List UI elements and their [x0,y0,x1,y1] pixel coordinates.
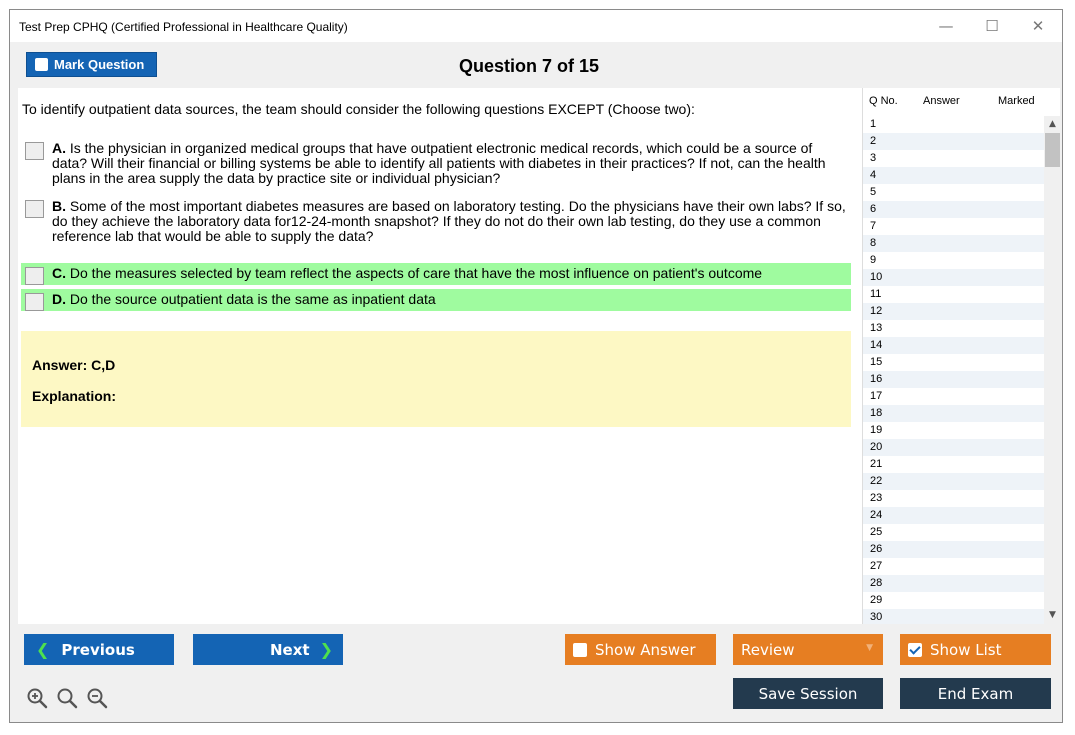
close-button[interactable]: ✕ [1031,17,1045,35]
question-list-panel [862,88,1060,624]
question-list-row[interactable]: 20 [863,439,1044,456]
question-list-row[interactable]: 12 [863,303,1044,320]
maximize-button[interactable]: ☐ [985,17,999,35]
question-list-row[interactable]: 28 [863,575,1044,592]
col-marked-header: Marked [998,95,1035,107]
question-list-row[interactable]: 15 [870,356,883,368]
next-button[interactable] [193,634,343,665]
scroll-up-icon[interactable]: ▲ [1049,119,1056,129]
show-answer-button[interactable] [565,634,716,665]
mark-checkbox-icon [35,58,48,71]
show-list-label: Show List [930,640,1002,659]
option-c[interactable] [21,263,851,285]
zoom-out-icon[interactable] [86,687,108,709]
question-list-row[interactable]: 8 [863,235,1044,252]
question-list-row[interactable]: 17 [870,390,883,402]
option-c-checkbox[interactable] [25,267,44,285]
question-list-row[interactable]: 10 [863,269,1044,286]
option-b-letter: B. [52,198,66,214]
option-d-text: Do the source outpatient data is the same as inpatient data [66,291,436,307]
review-label: Review [741,640,795,659]
review-dropdown[interactable] [733,634,883,665]
col-qno-header: Q No. [869,95,898,107]
zoom-in-icon[interactable] [26,687,48,709]
scrollbar-thumb[interactable] [1045,133,1060,167]
option-a-checkbox[interactable] [25,142,44,160]
chevron-right-icon: ❯ [319,640,333,659]
option-b-text: Some of the most important diabetes measures are based on laboratory testing. Do the physicians have their own labs? If so, do they achieve the laboratory data for12-24-month snapshot? If they do not do their own lab testing, do they use a common reference lab that would be able to supply the data? [52,198,846,244]
col-answer-header: Answer [923,95,960,107]
answer-panel [21,331,851,427]
minimize-button[interactable]: — [938,17,954,35]
question-list [863,116,1044,624]
option-d-letter: D. [52,291,66,307]
window-title: Test Prep CPHQ (Certified Professional in Healthcare Quality) [19,20,348,34]
answer-label: Answer: C,D [32,357,116,373]
question-list-row[interactable]: 25 [870,526,883,538]
question-list-row[interactable]: 1 [870,118,877,130]
option-b[interactable] [21,196,851,250]
option-a[interactable] [21,138,851,192]
explanation-label: Explanation: [32,388,117,404]
show-answer-checkbox-icon [573,643,587,657]
show-answer-label: Show Answer [595,640,696,659]
question-list-row[interactable]: 11 [870,288,882,300]
question-list-row[interactable]: 7 [870,220,877,232]
option-c-text: Do the measures selected by team reflect the aspects of care that have the most influence on patient's outcome [66,265,763,281]
app-window [9,9,1063,723]
chevron-down-icon: ▼ [866,643,873,653]
zoom-reset-icon[interactable] [56,687,78,709]
question-text: To identify outpatient data sources, the team should consider the following questions EXCEPT (Choose two): [22,101,695,117]
question-list-row[interactable]: 18 [863,405,1044,422]
question-list-row[interactable]: 24 [863,507,1044,524]
title-bar [10,10,1062,42]
option-a-text: Is the physician in organized medical groups that have outpatient electronic medical records, which could be a source of data? Will their financial or billing systems be able to identify all patients with diabetes in their practices? If not, can the health plans in the area supply the data by practice site or individual physician? [52,140,826,186]
scroll-down-icon[interactable]: ▼ [1049,610,1056,620]
question-list-row[interactable]: 14 [863,337,1044,354]
next-label: Next [270,640,310,659]
question-list-row[interactable]: 27 [870,560,883,572]
question-list-row[interactable]: 6 [863,201,1044,218]
save-session-button[interactable]: Save Session [733,678,883,709]
question-list-row[interactable]: 19 [870,424,883,436]
question-list-row[interactable]: 16 [863,371,1044,388]
question-counter: Question 7 of 15 [458,56,600,76]
question-list-row[interactable]: 2 [863,133,1044,150]
question-list-row[interactable]: 29 [870,594,883,606]
show-list-checkbox-icon [908,643,922,657]
end-exam-button[interactable]: End Exam [900,678,1051,709]
question-list-row[interactable]: 5 [870,186,877,198]
mark-question-label: Mark Question [54,57,145,72]
question-list-row[interactable]: 30 [863,609,1044,624]
show-list-button[interactable] [900,634,1051,665]
previous-button[interactable] [24,634,174,665]
option-d-checkbox[interactable] [25,293,44,311]
question-list-row[interactable]: 13 [870,322,883,334]
option-d[interactable] [21,289,851,311]
question-list-row[interactable]: 3 [870,152,877,164]
option-a-letter: A. [52,140,66,156]
option-c-letter: C. [52,265,66,281]
option-b-checkbox[interactable] [25,200,44,218]
question-area [18,88,862,624]
previous-label: Previous [61,640,135,659]
question-list-row[interactable]: 4 [863,167,1044,184]
question-list-row[interactable]: 23 [870,492,883,504]
question-list-scrollbar[interactable] [1044,116,1061,624]
chevron-left-icon: ❮ [36,640,50,659]
question-list-header [863,88,1060,116]
question-list-row[interactable]: 26 [863,541,1044,558]
mark-question-button[interactable] [26,52,157,77]
question-list-row[interactable]: 9 [870,254,877,266]
question-list-row[interactable]: 22 [863,473,1044,490]
question-list-row[interactable]: 21 [870,458,883,470]
